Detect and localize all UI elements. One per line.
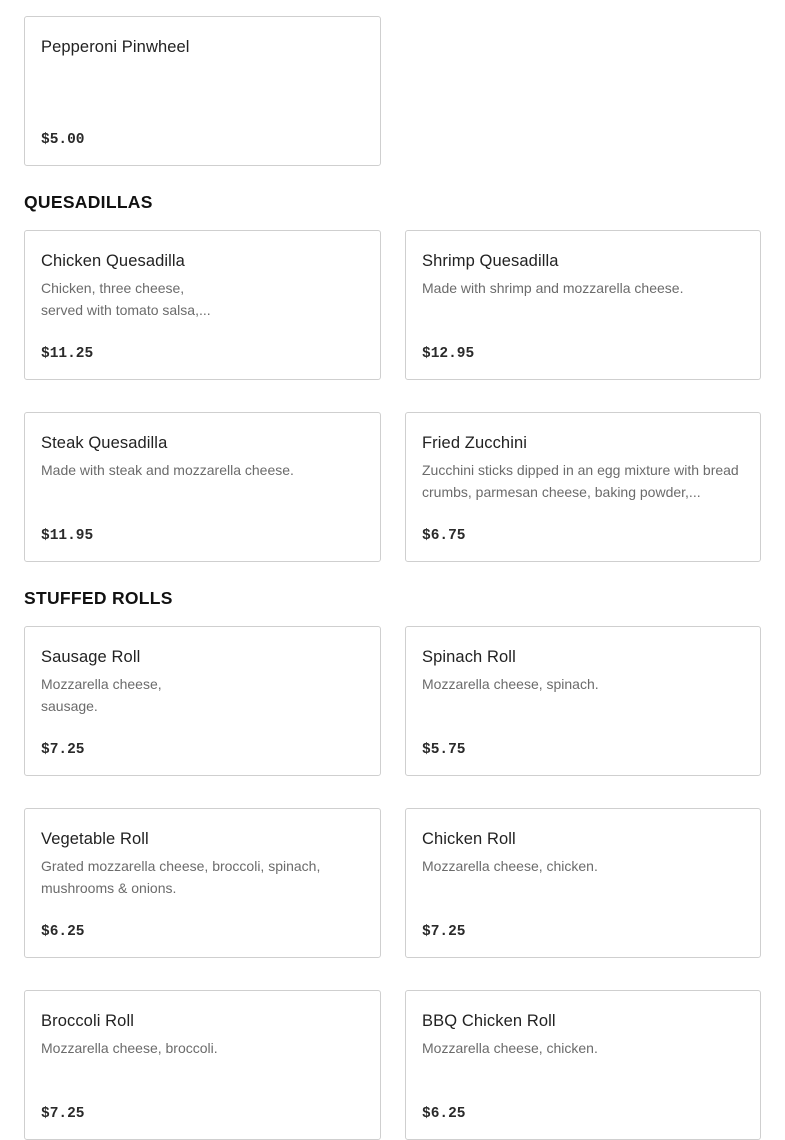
item-price: $7.25 — [41, 742, 85, 758]
menu-item-card[interactable] — [24, 808, 381, 958]
menu-grid-quesadillas — [24, 230, 761, 562]
item-name: Spinach Roll — [422, 648, 516, 666]
menu-grid-top — [24, 16, 761, 166]
menu-item-card[interactable] — [24, 230, 381, 380]
item-price: $6.25 — [422, 1106, 466, 1122]
item-name: Chicken Quesadilla — [41, 252, 185, 270]
menu-item-card[interactable] — [24, 626, 381, 776]
item-name: Sausage Roll — [41, 648, 141, 666]
item-price: $6.75 — [422, 528, 466, 544]
item-description: Made with steak and mozzarella cheese. — [41, 462, 294, 478]
menu-grid-stuffed-rolls — [24, 626, 761, 1140]
item-price: $6.25 — [41, 924, 85, 940]
item-name: Vegetable Roll — [41, 830, 149, 848]
item-name: BBQ Chicken Roll — [422, 1012, 556, 1030]
item-name: Shrimp Quesadilla — [422, 252, 559, 270]
item-price: $5.75 — [422, 742, 466, 758]
item-price: $7.25 — [422, 924, 466, 940]
item-description: Mozzarella cheese, chicken. — [422, 1040, 598, 1056]
section-title-quesadillas: QUESADILLAS — [24, 192, 153, 212]
item-description: Mozzarella cheese, sausage. — [41, 676, 162, 714]
item-description: Mozzarella cheese, spinach. — [422, 676, 599, 692]
item-price: $12.95 — [422, 346, 475, 362]
menu-item-card[interactable] — [405, 808, 761, 958]
item-name: Broccoli Roll — [41, 1012, 134, 1030]
menu-item-card[interactable] — [24, 412, 381, 562]
item-name: Fried Zucchini — [422, 434, 528, 452]
menu-item-card[interactable] — [405, 990, 761, 1140]
item-price: $11.25 — [41, 346, 94, 362]
menu-item-card[interactable] — [405, 626, 761, 776]
item-description: Mozzarella cheese, chicken. — [422, 858, 598, 874]
menu-item-card[interactable] — [405, 412, 761, 562]
item-description: Grated mozzarella cheese, broccoli, spinach, mushrooms & onions. — [41, 858, 321, 896]
item-price: $5.00 — [41, 132, 85, 148]
menu-item-card[interactable] — [405, 230, 761, 380]
item-price: $7.25 — [41, 1106, 85, 1122]
item-name: Chicken Roll — [422, 830, 516, 848]
item-description: Zucchini sticks dipped in an egg mixture with bread crumbs, parmesan cheese, baking powder,... — [422, 462, 739, 500]
item-description: Made with shrimp and mozzarella cheese. — [422, 280, 684, 296]
item-description: Mozzarella cheese, broccoli. — [41, 1040, 218, 1056]
section-title-stuffed-rolls: STUFFED ROLLS — [24, 588, 173, 608]
item-name: Pepperoni Pinwheel — [41, 38, 190, 56]
menu-item-card[interactable] — [24, 16, 381, 166]
item-name: Steak Quesadilla — [41, 434, 168, 452]
item-price: $11.95 — [41, 528, 94, 544]
menu — [24, 16, 761, 1140]
menu-item-card[interactable] — [24, 990, 381, 1140]
item-description: Chicken, three cheese, served with tomato salsa,... — [41, 280, 211, 318]
